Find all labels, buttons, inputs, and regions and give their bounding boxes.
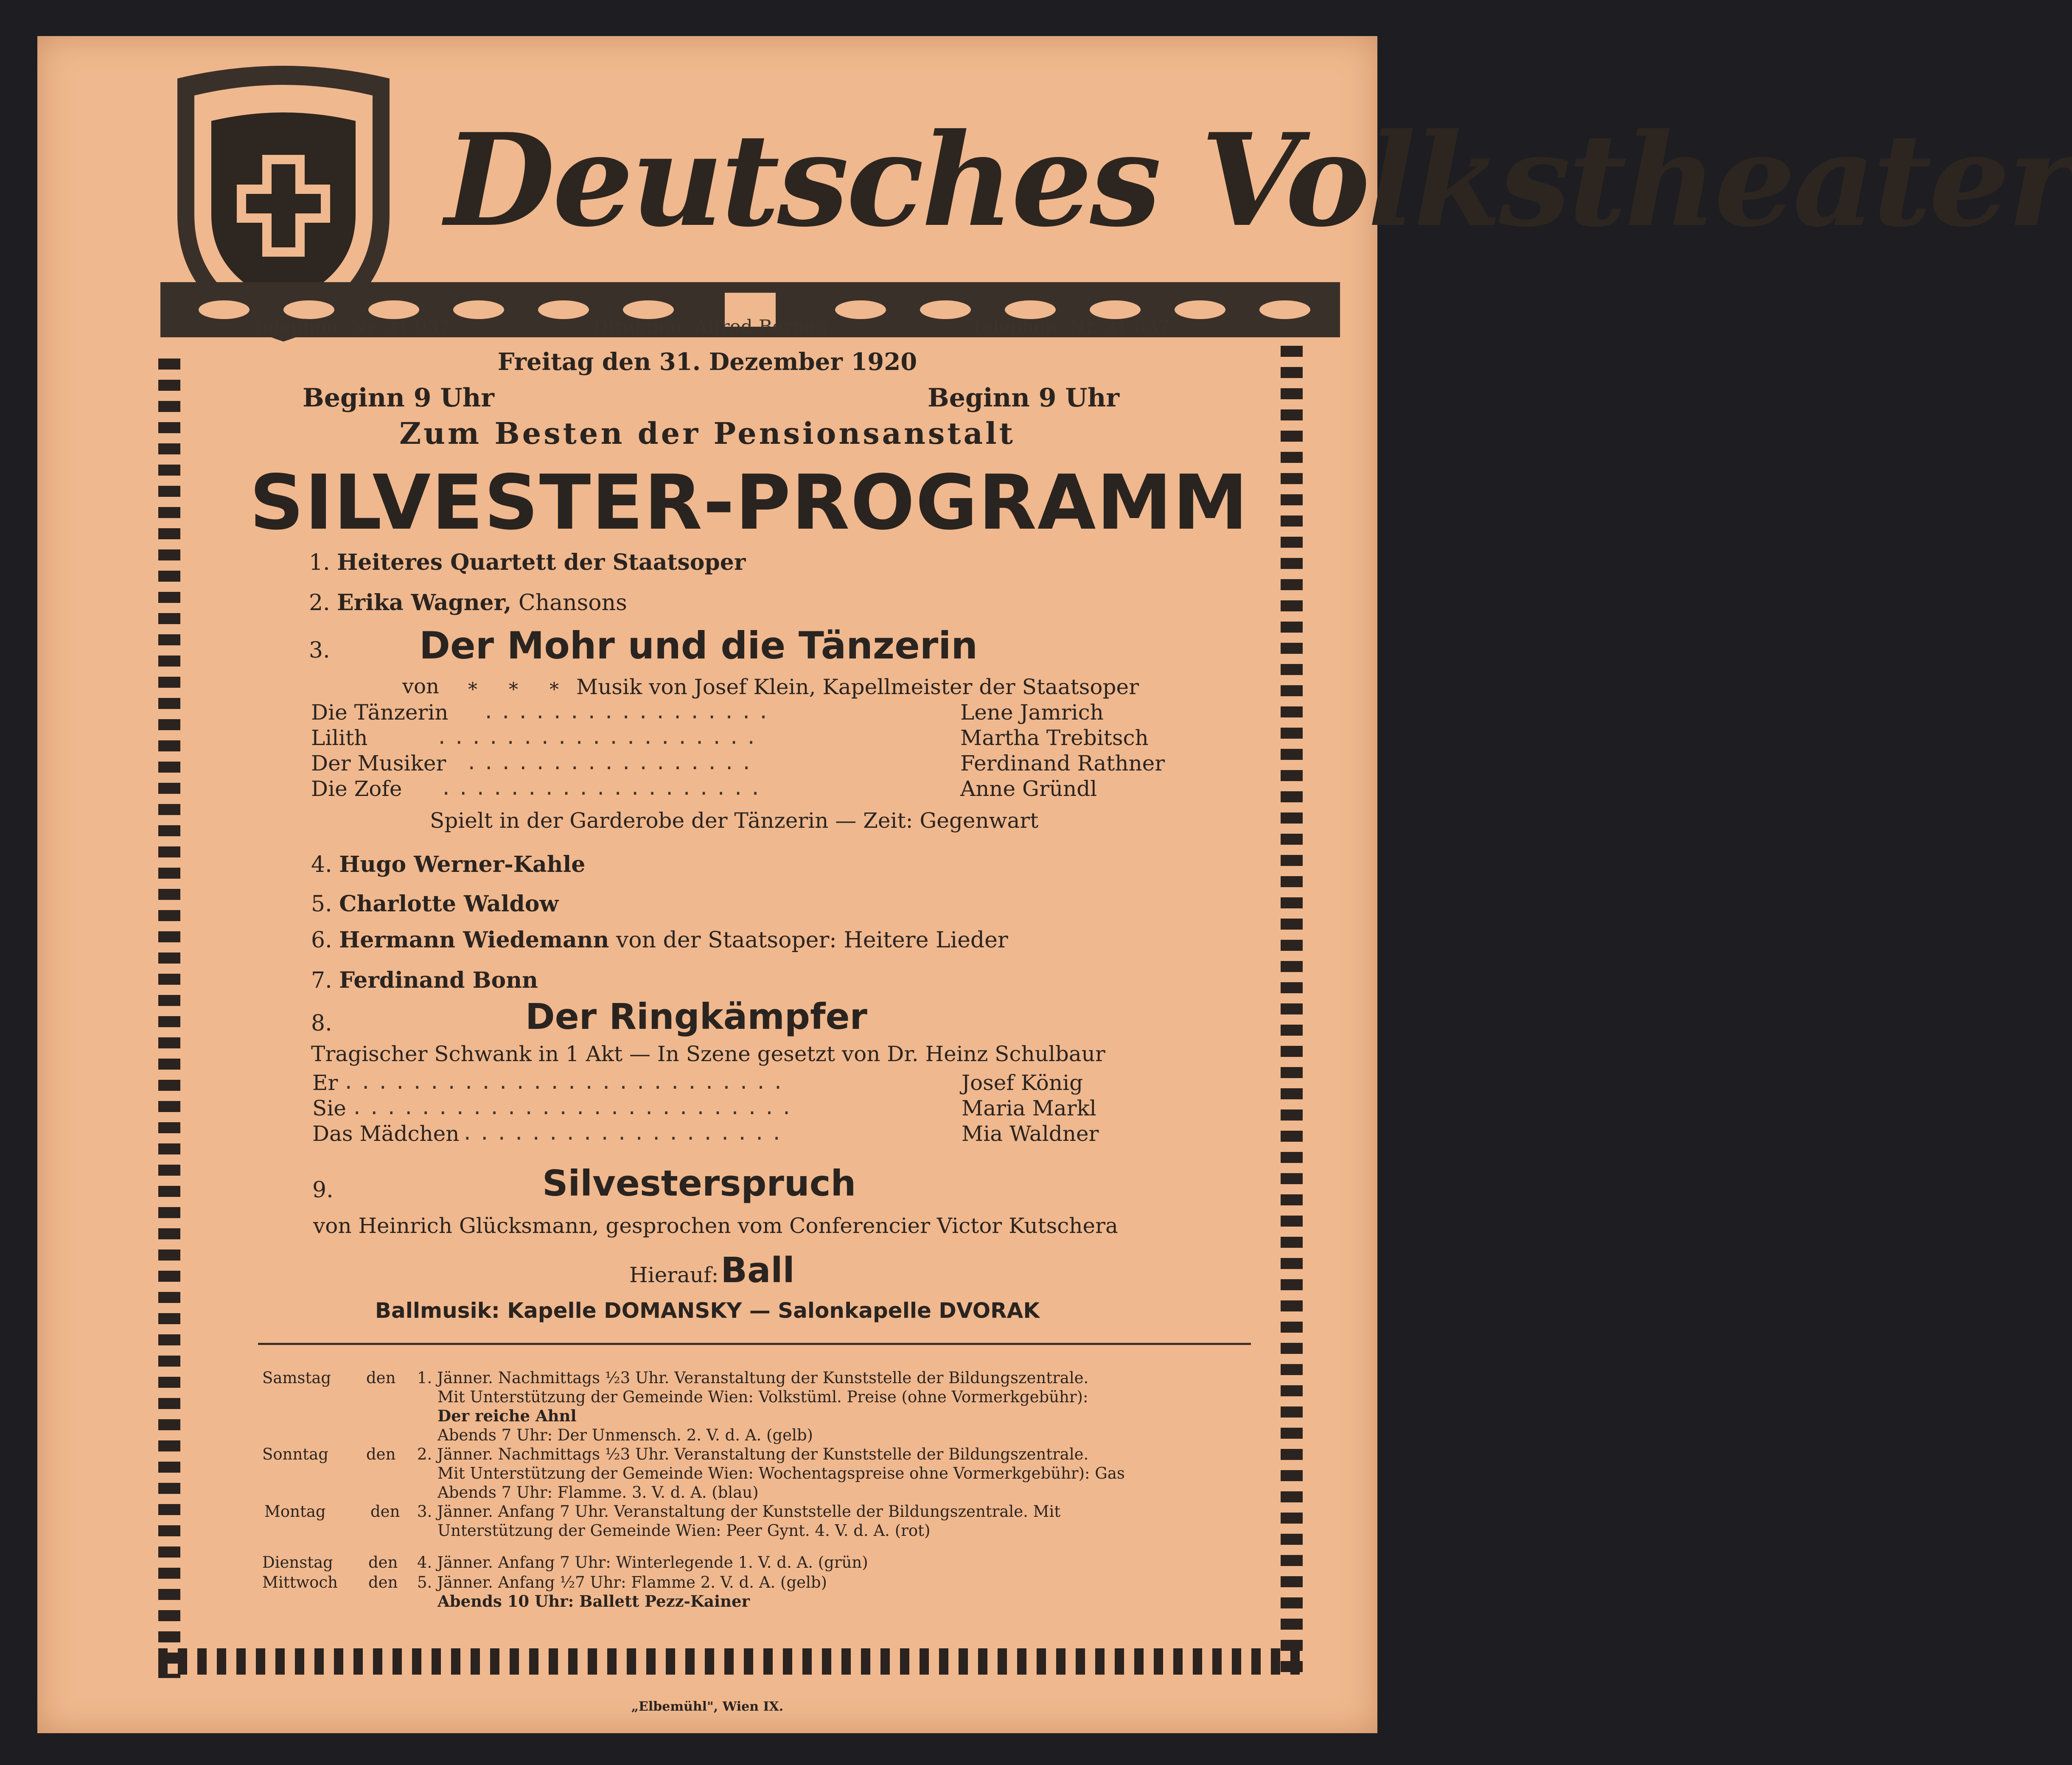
cast-role: Die Zofe bbox=[311, 776, 402, 801]
schedule-den: den bbox=[366, 1369, 396, 1387]
program-item-6 bbox=[311, 927, 1008, 953]
item-number: 4. bbox=[311, 852, 332, 877]
cast-role: Er bbox=[312, 1070, 338, 1095]
cast-role: Das Mädchen bbox=[312, 1121, 460, 1146]
item-number: 2. bbox=[309, 590, 330, 616]
play-title-mohr: Der Mohr und die Tänzerin bbox=[419, 624, 978, 667]
leader-dots: .......................... bbox=[351, 1097, 798, 1119]
cast-actor: Lene Jamrich bbox=[960, 700, 1104, 725]
item-description: von der Staatsoper: Heitere Lieder bbox=[616, 927, 1008, 953]
schedule-line: Abends 7 Uhr: Flamme. 3. V. d. A. (blau) bbox=[437, 1483, 759, 1502]
schedule-day: Dienstag bbox=[262, 1553, 333, 1572]
schedule-line: Abends 7 Uhr: Der Unmensch. 2. V. d. A. (gelb) bbox=[437, 1426, 813, 1444]
item-number-3: 3. bbox=[309, 638, 330, 663]
item-number: 6. bbox=[311, 927, 332, 953]
poster-sheet bbox=[37, 36, 2072, 1733]
cast-actor: Maria Markl bbox=[962, 1096, 1096, 1121]
telephone-left: Telephon: Nr. 31.037 bbox=[252, 316, 451, 338]
music-credit: Musik von Josef Klein, Kapellmeister der Staatsoper bbox=[576, 675, 1139, 699]
ball-title: Ball bbox=[721, 1250, 795, 1291]
cast-actor: Ferdinand Rathner bbox=[960, 751, 1165, 776]
schedule-entry bbox=[417, 1368, 1088, 1445]
performer-name: Ferdinand Bonn bbox=[339, 967, 538, 993]
schedule-entry bbox=[417, 1502, 1060, 1540]
border-left bbox=[158, 359, 180, 1678]
leader-dots: .......................... bbox=[343, 1072, 790, 1093]
play-title-ringkaempfer: Der Ringkämpfer bbox=[525, 996, 867, 1037]
direction: Direktion: Alfred Bernau bbox=[593, 316, 828, 338]
schedule-day: Sonntag bbox=[262, 1445, 328, 1463]
printer-imprint: „Elbemühl", Wien IX. bbox=[631, 1699, 784, 1714]
schedule-den: den bbox=[370, 1502, 400, 1521]
cast-actor: Anne Gründl bbox=[960, 776, 1097, 801]
cast-actor: Josef König bbox=[962, 1070, 1083, 1095]
play-author-label: von bbox=[402, 675, 439, 698]
main-title: SILVESTER-PROGRAMM bbox=[250, 459, 1249, 546]
border-bottom bbox=[158, 1648, 1304, 1675]
cast-role: Sie bbox=[312, 1096, 346, 1121]
performance-date: Freitag den 31. Dezember 1920 bbox=[497, 348, 917, 376]
schedule-entry bbox=[417, 1553, 868, 1572]
schedule-line: 2. Jänner. Nachmittags ½3 Uhr. Veranstaltung der Kunststelle der Bildungszentrale. bbox=[417, 1445, 1089, 1463]
performer-name: Hermann Wiedemann bbox=[339, 927, 609, 953]
begin-time-right: Beginn 9 Uhr bbox=[928, 383, 1119, 413]
schedule-line: Abends 10 Uhr: Ballett Pezz-Kainer bbox=[437, 1592, 750, 1611]
divider bbox=[258, 1343, 1251, 1345]
schedule-line: Mit Unterstützung der Gemeinde Wien: Volkstüml. Preise (ohne Vormerkgebühr): bbox=[437, 1388, 1088, 1406]
cast-actor: Martha Trebitsch bbox=[960, 726, 1149, 750]
schedule-den: den bbox=[368, 1573, 398, 1591]
ball-music: Ballmusik: Kapelle DOMANSKY — Salonkapelle DVORAK bbox=[375, 1298, 1040, 1323]
leader-dots: ................... bbox=[440, 778, 767, 799]
item-description: Chansons bbox=[518, 590, 627, 616]
schedule-day: Samstag bbox=[262, 1369, 331, 1387]
schedule-line: 1. Jänner. Nachmittags ½3 Uhr. Veranstaltung der Kunststelle der Bildungszentrale. bbox=[417, 1369, 1089, 1387]
closing-title: Silvesterspruch bbox=[542, 1163, 856, 1204]
schedule-line: 3. Jänner. Anfang 7 Uhr. Veranstaltung der Kunststelle der Bildungszentrale. Mit bbox=[417, 1502, 1061, 1521]
masthead-title: Deutsches Volkstheater bbox=[445, 105, 2072, 255]
leader-dots: ................. bbox=[483, 701, 775, 723]
program-item-2 bbox=[309, 590, 627, 616]
schedule-line: 5. Jänner. Anfang ½7 Uhr: Flamme 2. V. d. A. (gelb) bbox=[417, 1573, 827, 1591]
cast-role: Lilith bbox=[311, 726, 368, 750]
leader-dots: ................. bbox=[466, 752, 758, 774]
ball-line bbox=[629, 1250, 795, 1291]
program-item-1 bbox=[309, 549, 746, 575]
program-item-5 bbox=[311, 891, 558, 917]
closing-credit: von Heinrich Glücksmann, gesprochen vom Conferencier Victor Kutschera bbox=[313, 1213, 1118, 1238]
schedule-day: Mittwoch bbox=[262, 1573, 338, 1591]
program-item-4 bbox=[311, 852, 585, 877]
schedule-entry bbox=[417, 1573, 827, 1611]
schedule-entry bbox=[417, 1445, 1125, 1502]
performer-name: Charlotte Waldow bbox=[339, 891, 559, 917]
schedule-line: Der reiche Ahnl bbox=[437, 1406, 577, 1425]
item-number-8: 8. bbox=[311, 1011, 332, 1036]
schedule-den: den bbox=[368, 1553, 398, 1572]
performer-name: Erika Wagner, bbox=[337, 590, 512, 616]
item-number: 1. bbox=[309, 550, 330, 575]
cast-actor: Mia Waldner bbox=[962, 1121, 1099, 1146]
item-number: 5. bbox=[311, 891, 332, 917]
cast-role: Der Musiker bbox=[311, 751, 446, 776]
item-number-9: 9. bbox=[312, 1177, 334, 1203]
play-subtitle: Tragischer Schwank in 1 Akt — In Szene gesetzt von Dr. Heinz Schulbaur bbox=[311, 1042, 1105, 1066]
performer-name: Hugo Werner-Kahle bbox=[339, 852, 586, 877]
leader-dots: ................... bbox=[436, 727, 763, 748]
schedule-line: Mit Unterstützung der Gemeinde Wien: Wochentagspreise ohne Vormerkgebühr): Gas bbox=[437, 1464, 1125, 1482]
program-item-7 bbox=[311, 967, 538, 993]
cast-role: Die Tänzerin bbox=[311, 700, 449, 725]
schedule-line: 4. Jänner. Anfang 7 Uhr: Winterlegende 1. V. d. A. (grün) bbox=[417, 1553, 868, 1572]
border-right bbox=[1281, 346, 1303, 1678]
play-setting: Spielt in der Garderobe der Tänzerin — Zeit: Gegenwart bbox=[430, 808, 1039, 833]
benefit-line: Zum Besten der Pensionsanstalt bbox=[399, 416, 1015, 451]
telephone-right: Telephon: Nr. 31.037 bbox=[971, 316, 1170, 338]
author-stars: * * * bbox=[468, 679, 572, 700]
ball-label: Hierauf: bbox=[629, 1263, 719, 1287]
schedule-den: den bbox=[366, 1445, 396, 1463]
schedule-line: Unterstützung der Gemeinde Wien: Peer Gynt. 4. V. d. A. (rot) bbox=[437, 1521, 931, 1540]
begin-time-left: Beginn 9 Uhr bbox=[303, 383, 494, 413]
performer-name: Heiteres Quartett der Staatsoper bbox=[337, 549, 746, 575]
schedule-day: Montag bbox=[264, 1502, 326, 1521]
item-number: 7. bbox=[311, 968, 332, 993]
leader-dots: ................... bbox=[462, 1123, 788, 1144]
